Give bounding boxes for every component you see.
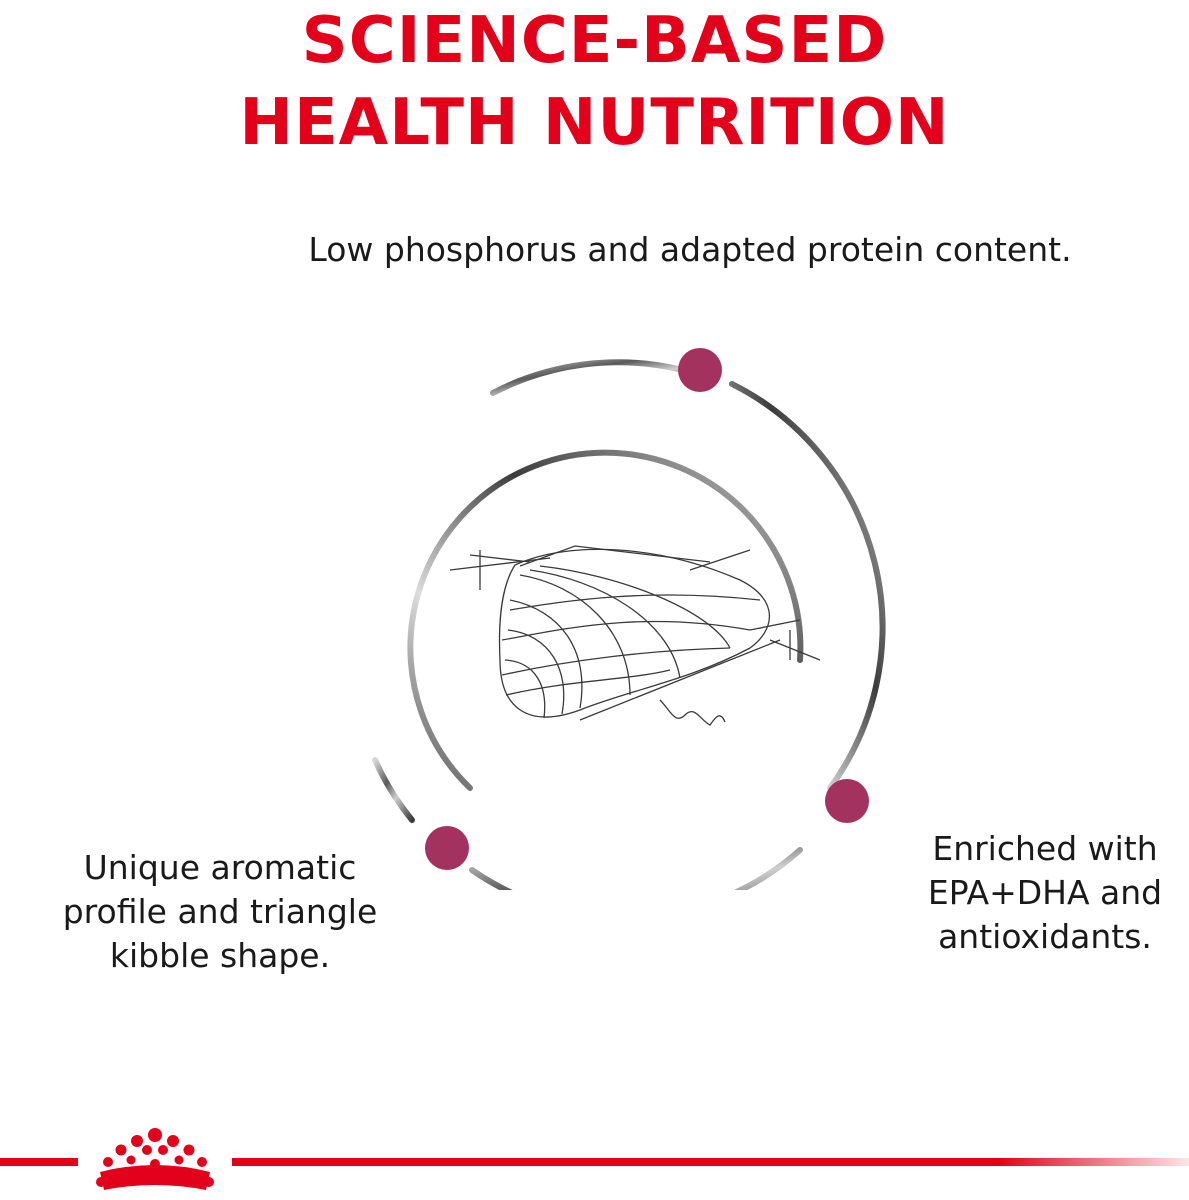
title-line-2: HEALTH NUTRITION — [239, 86, 950, 160]
inner-ring-arc-top — [410, 453, 800, 788]
benefit-right-caption — [900, 827, 1189, 959]
royal-crown-logo — [96, 1128, 214, 1190]
outer-ring-arc-left — [375, 760, 412, 820]
benefit-left-caption — [30, 846, 410, 978]
benefit-left-line-2: profile and triangle — [62, 892, 378, 931]
footer-line-left — [0, 1158, 78, 1166]
benefits-diagram — [330, 330, 890, 890]
outer-ring-arc-top — [493, 362, 678, 393]
benefit-left-line-1: Unique aromatic — [83, 848, 357, 887]
outer-ring-arc-right — [732, 384, 883, 788]
footer-line-right — [232, 1158, 1189, 1166]
kibble-sketch-icon — [450, 546, 820, 725]
benefit-right-line-3: antioxidants. — [938, 917, 1152, 956]
benefit-right-line-1: Enriched with — [932, 829, 1158, 868]
title-line-1: SCIENCE-BASED — [301, 4, 888, 78]
benefit-top-caption: Low phosphorus and adapted protein content. — [308, 230, 1072, 269]
page-title — [0, 0, 1189, 164]
benefit-dot-top — [678, 348, 722, 392]
inner-ring-arc-bottom — [472, 850, 800, 890]
benefit-right-line-2: EPA+DHA and — [927, 873, 1163, 912]
brand-footer — [0, 1120, 1189, 1200]
benefit-dot-left — [425, 826, 469, 870]
benefit-left-line-3: kibble shape. — [109, 936, 331, 975]
benefit-dot-right — [825, 779, 869, 823]
